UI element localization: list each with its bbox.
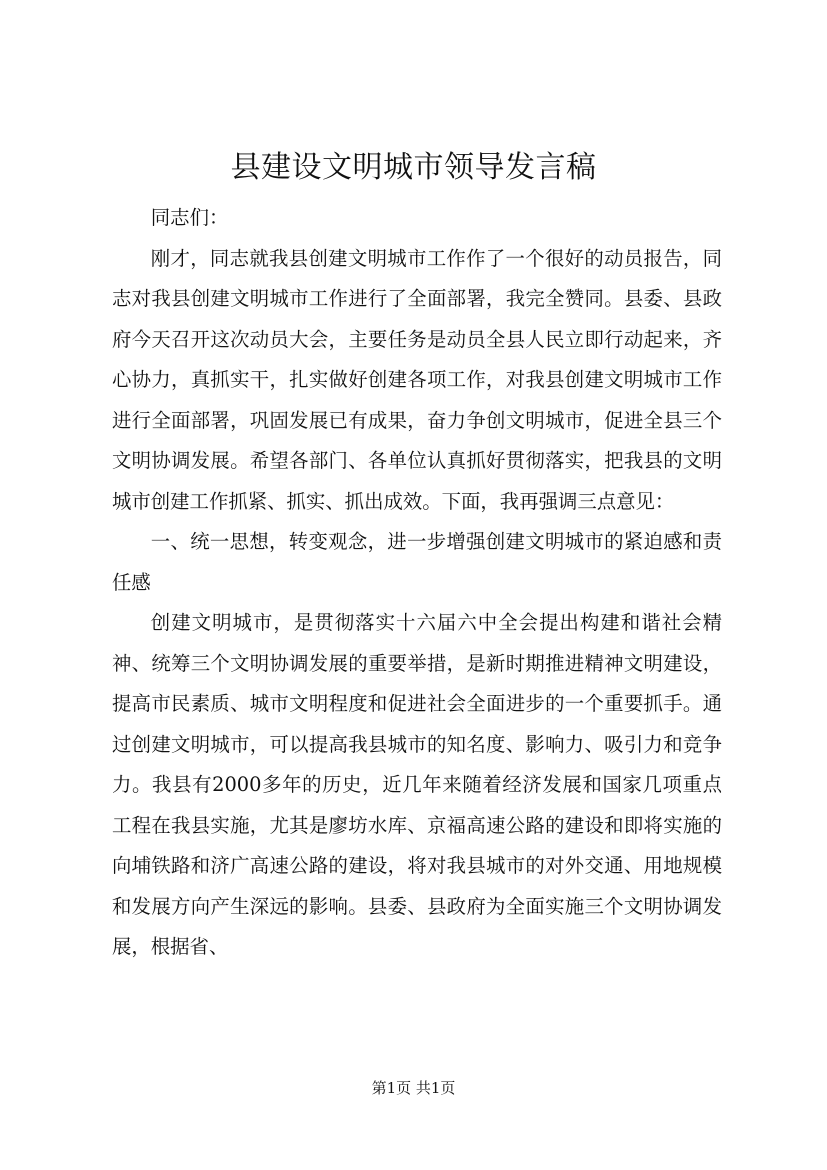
document-body bbox=[112, 198, 722, 968]
body-paragraph: 创建文明城市，是贯彻落实十六届六中全会提出构建和谐社会精神、统筹三个文明协调发展的重要举措，是新时期推进精神文明建设，提高市民素质、城市文明程度和促进社会全面进步的一个重要抓手。通过创建文明城市，可以提高我县城市的知名度、影响力、吸引力和竞争力。我县有2000多年的历史，近几年来随着经济发展和国家几项重点工程在我县实施，尤其是廖坊水库、京福高速公路的建设和即将实施的向埔铁路和济广高速公路的建设，将对我县城市的对外交通、用地规模和发展方向产生深远的影响。县委、县政府为全面实施三个文明协调发展，根据省、 bbox=[112, 611, 722, 958]
salutation-paragraph: 同志们： bbox=[150, 206, 229, 229]
document-title: 县建设文明城市领导发言稿 bbox=[230, 150, 597, 185]
intro-paragraph: 刚才，同志就我县创建文明城市工作作了一个很好的动员报告，同志对我县创建文明城市工作进行了全面部署，我完全赞同。县委、县政府今天召开这次动员大会，主要任务是动员全县人民立即行动起来，齐心协力，真抓实干，扎实做好创建各项工作，对我县创建文明城市工作进行全面部署，巩固发展已有成果，奋力争创文明城市，促进全县三个文明协调发展。希望各部门、各单位认真抓好贯彻落实，把我县的文明城市创建工作抓紧、抓实、抓出成效。下面，我再强调三点意见： bbox=[112, 246, 722, 513]
page-footer: 第1页 共1页 bbox=[371, 1079, 456, 1097]
section-heading: 一、统一思想，转变观念，进一步增强创建文明城市的紧迫感和责任感 bbox=[112, 530, 722, 594]
